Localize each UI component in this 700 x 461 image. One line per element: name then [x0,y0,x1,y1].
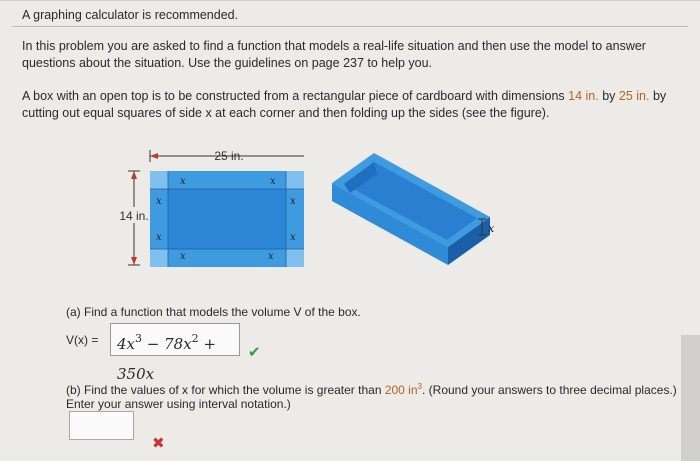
divider [12,26,688,27]
svg-text:x: x [156,196,162,207]
part-b-question: (b) Find the values of x for which the volume is greater than 200 $in^3$. (Round your answers to three decimal places.) [66,382,677,397]
check-icon: ✔ [248,344,261,361]
box-figure [112,143,532,273]
length-dimension: 25 in. [618,89,650,103]
interval-answer-field[interactable] [69,411,134,440]
svg-text:x: x [156,232,162,243]
svg-text:x: x [290,196,296,207]
intro-text: In this problem you are asked to find a function that models a real-life situation and then use the model to answer questions about the situation. Use the guidelines on page 237 to help you. [22,39,646,70]
svg-text:x: x [290,232,296,243]
scrollbar[interactable] [681,335,700,461]
calculator-note: A graphing calculator is recommended. [22,8,239,22]
part-b-instruction: Enter your answer using interval notation.) [66,397,291,411]
svg-text:x: x [270,176,276,187]
svg-text:x: x [268,251,274,262]
svg-text:x: x [180,176,186,187]
width-dimension: 14 in. [568,89,599,103]
top-border [0,0,700,1]
svg-text:x: x [488,222,495,235]
length-label: 25 in. [214,149,244,163]
part-a-question: (a) Find a function that models the volume V of the box. [66,305,361,319]
cross-icon: ✖ [152,435,165,452]
svg-text:x: x [180,251,186,262]
volume-answer-field[interactable]: $4x^3 - 78x^2 + 350x$ [110,323,240,356]
volume-label: V(x) = [66,333,99,347]
problem-statement: A box with an open top is to be constructed from a rectangular piece of cardboard with dimensions 14 in. by 25 in. by cutting out equal squares of side x at each corner and then folding up the sides (see the figure). [22,89,667,120]
width-label: 14 in. [119,209,149,223]
